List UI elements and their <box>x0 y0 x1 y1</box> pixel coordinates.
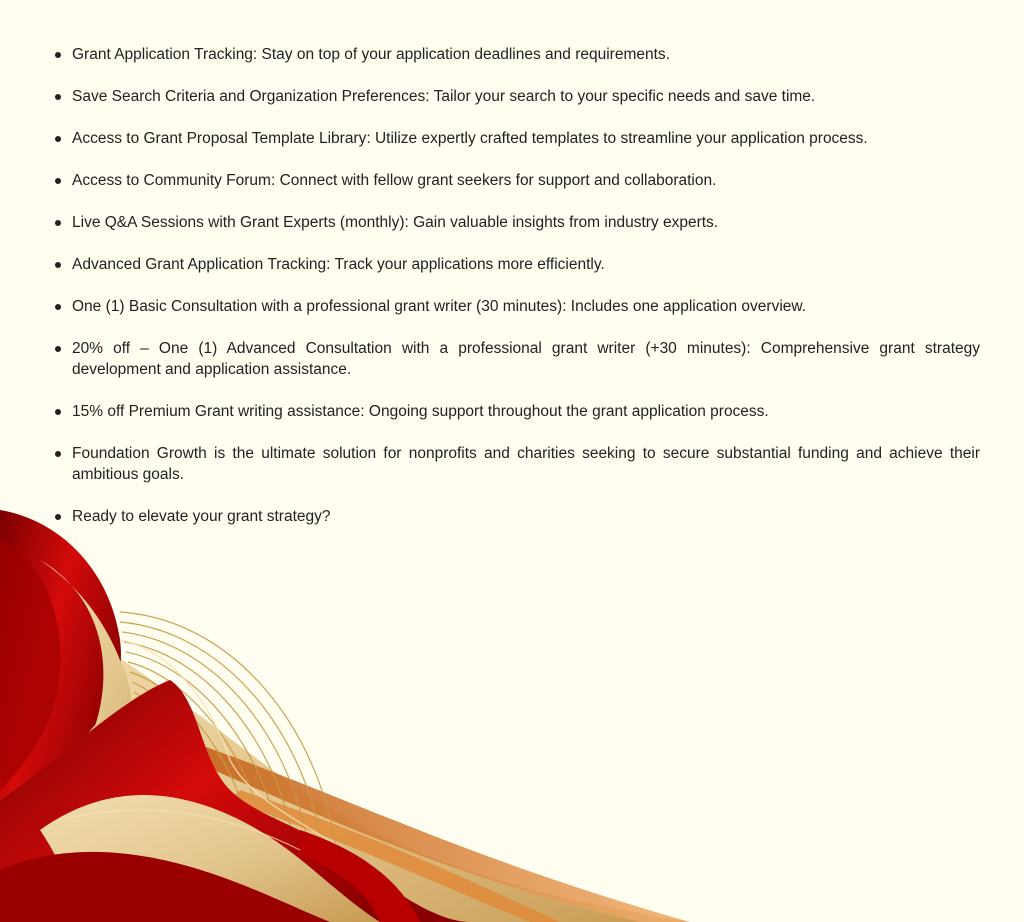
list-item-text: Advanced Grant Application Tracking: Track your applications more efficiently. <box>72 256 605 273</box>
bullet-icon <box>55 409 61 415</box>
bullet-icon <box>55 304 61 310</box>
list-item <box>54 338 980 380</box>
list-item <box>54 212 980 233</box>
list-item-text: One (1) Basic Consultation with a professional grant writer (30 minutes): Includes one application overview. <box>72 298 807 315</box>
list-item <box>54 506 980 527</box>
list-item <box>54 44 980 65</box>
bullet-icon <box>55 220 61 226</box>
bullet-icon <box>55 451 61 457</box>
list-item <box>54 296 980 317</box>
feature-list <box>54 44 980 548</box>
bullet-icon <box>55 52 61 58</box>
list-item-text: Save Search Criteria and Organization Preferences: Tailor your search to your specific needs and save time. <box>72 88 816 105</box>
list-item <box>54 128 980 149</box>
list-item <box>54 254 980 275</box>
list-item <box>54 401 980 422</box>
list-item-text: 20% off – One (1) Advanced Consultation with a professional grant writer (+30 minutes): Comprehensive grant strategy development and application assistance. <box>72 340 980 378</box>
list-item-text: Ready to elevate your grant strategy? <box>72 508 331 525</box>
list-item-text: Foundation Growth is the ultimate solution for nonprofits and charities seeking to secure substantial funding and achieve their ambitious goals. <box>72 445 980 483</box>
bullet-icon <box>55 178 61 184</box>
list-item-text: 15% off Premium Grant writing assistance: Ongoing support throughout the grant application process. <box>72 403 769 420</box>
bullet-icon <box>55 136 61 142</box>
list-item <box>54 86 980 107</box>
bullet-icon <box>55 346 61 352</box>
list-item-text: Live Q&A Sessions with Grant Experts (monthly): Gain valuable insights from industry experts. <box>72 214 719 231</box>
list-item-text: Access to Community Forum: Connect with fellow grant seekers for support and collaboration. <box>72 172 717 189</box>
bullet-icon <box>55 262 61 268</box>
list-item <box>54 443 980 485</box>
list-item <box>54 170 980 191</box>
list-item-text: Grant Application Tracking: Stay on top of your application deadlines and requirements. <box>72 46 670 63</box>
bullet-icon <box>55 94 61 100</box>
bullet-icon <box>55 514 61 520</box>
list-item-text: Access to Grant Proposal Template Library: Utilize expertly crafted templates to streamline your application process. <box>72 130 868 147</box>
